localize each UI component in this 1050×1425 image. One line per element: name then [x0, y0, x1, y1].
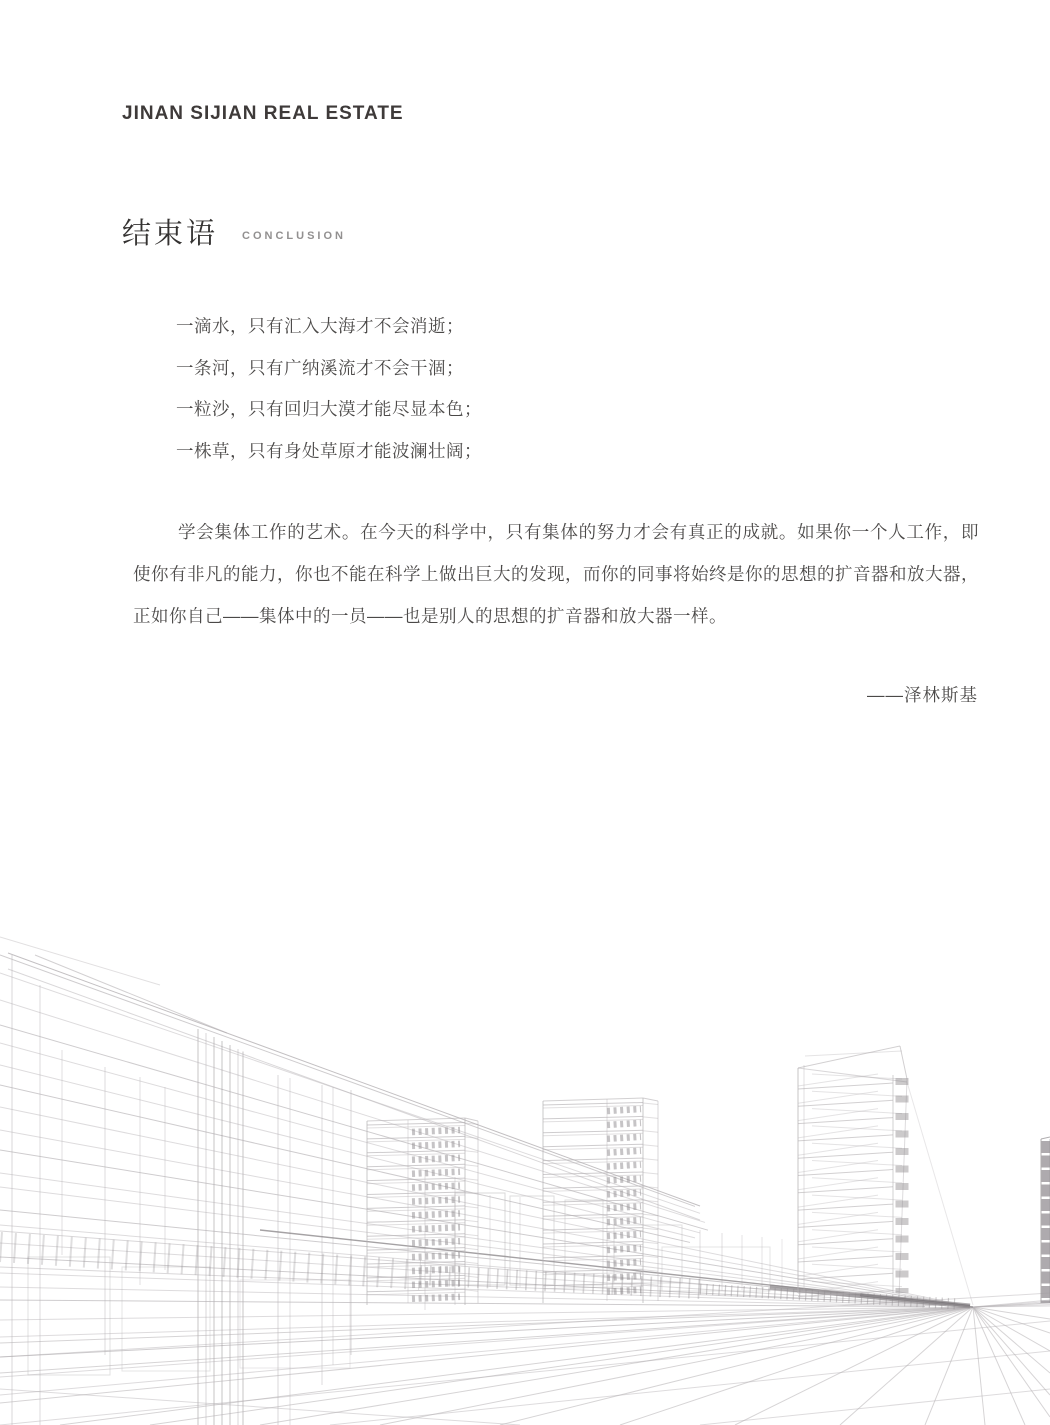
poem-line: 一滴水，只有汇入大海才不会消逝；: [176, 316, 464, 336]
section-title-en: CONCLUSION: [242, 230, 346, 242]
poem-line: 一株草，只有身处草原才能波澜壮阔；: [176, 441, 482, 462]
attribution: ——泽林斯基: [867, 685, 978, 705]
body-paragraph: 学会集体工作的艺术。在今天的科学中，只有集体的努力才会有真正的成就。如果你一个人工作，即使你有非凡的能力，你也不能在科学上做出巨大的发现，而你的同事将始终是你的思想的扩音器和放大器，正如你自己——集体中的一员——也是别人的思想的扩音器和放大器一样。: [133, 522, 979, 626]
poem-line: 一粒沙，只有回归大漠才能尽显本色；: [176, 399, 482, 420]
section-title-cn: 结束语: [122, 218, 219, 250]
poem: [176, 306, 482, 473]
city-wireframe-illustration: [0, 925, 1050, 1425]
poem-line: 一条河，只有广纳溪流才不会干涸；: [176, 357, 464, 378]
brand-header: JINAN SIJIAN REAL ESTATE: [122, 103, 404, 124]
section-title: [122, 211, 346, 252]
